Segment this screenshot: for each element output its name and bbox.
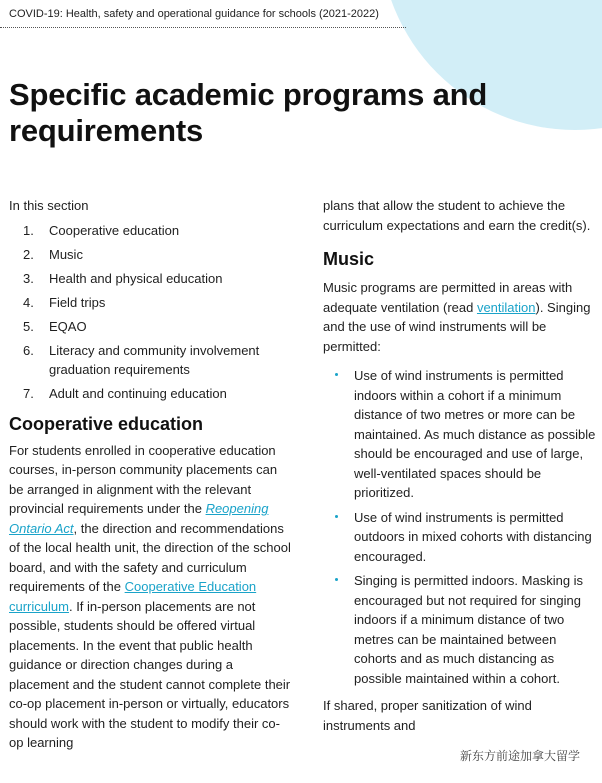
right-column: [323, 196, 601, 735]
toc-label: Music: [49, 246, 83, 262]
toc-number: 2.: [23, 246, 34, 262]
music-intro-paragraph: [323, 278, 601, 356]
bullet-text: Use of wind instruments is permitted outdoors in mixed cohorts with distancing encouraged.: [354, 509, 592, 564]
toc-item-literacy-community-involvement[interactable]: [9, 341, 294, 380]
watermark-text: 新东方前途加拿大留学: [456, 746, 584, 765]
toc-item-adult-continuing-education[interactable]: [9, 384, 294, 404]
toc-number: 6.: [23, 342, 34, 358]
reopening-ontario-act-link[interactable]: Reopening Ontario Act: [9, 501, 269, 536]
header-divider: [0, 27, 406, 28]
toc-number: 5.: [23, 318, 34, 334]
bullet-text: Singing is permitted indoors. Masking is encouraged but not required for singing indoors if a minimum distance of two metres can be maintained between cohorts and as much distancing as possible maintained within a cohort.: [354, 573, 584, 686]
toc-number: 4.: [23, 294, 34, 310]
page-title: Specific academic programs and requirements: [9, 77, 488, 148]
bullet-dot-icon: [335, 373, 338, 376]
toc-item-music[interactable]: [9, 245, 294, 265]
toc-label: Cooperative education: [49, 222, 180, 238]
coop-text-part: . If in-person placements are not possible, students should be offered virtual placements. In the event that public health guidance or direction changes during a placement and the student cannot complete their co-op placement in-person or virtually, educators should work with the student to modify their co-op learning: [9, 598, 291, 750]
coop-text-part: , the direction and recommendations of the local health unit, the direction of the school board, and with the safety and curriculum requirements of the: [9, 520, 291, 594]
ventilation-link[interactable]: ventilation: [476, 299, 536, 315]
toc-label: Literacy and community involvement graduation requirements: [49, 342, 260, 377]
toc-item-health-physical-education[interactable]: [9, 269, 294, 289]
toc-item-cooperative-education[interactable]: [9, 221, 294, 241]
music-text-part: ). Singing and the use of wind instruments will be permitted:: [323, 299, 591, 354]
music-bullet-item: [323, 571, 601, 688]
toc-number: 7.: [23, 386, 34, 401]
music-sanitization-paragraph: If shared, proper sanitization of wind instruments and: [323, 698, 532, 733]
music-bullet-item: [323, 508, 601, 567]
music-text-part: Music programs are permitted in areas with adequate ventilation (read: [323, 280, 573, 315]
section-toc: [9, 221, 294, 404]
bullet-dot-icon: [335, 515, 338, 518]
toc-label: Adult and continuing education: [49, 386, 227, 401]
coop-text-part: For students enrolled in cooperative education courses, in-person community placements can be arranged in alignment with the relevant provincial requirements under the: [9, 442, 278, 516]
music-bullet-list: [323, 366, 601, 688]
toc-item-field-trips[interactable]: [9, 293, 294, 313]
music-heading: Music: [323, 249, 375, 269]
document-header: COVID-19: Health, safety and operational guidance for schools (2021-2022): [9, 8, 379, 20]
in-this-section-label: In this section: [9, 198, 89, 213]
toc-label: Field trips: [49, 294, 106, 310]
cooperative-education-continued: plans that allow the student to achieve the curriculum expectations and earn the credit(s).: [323, 198, 591, 233]
bullet-dot-icon: [335, 578, 338, 581]
toc-label: Health and physical education: [49, 270, 223, 286]
toc-number: 1.: [23, 222, 34, 238]
bullet-text: Use of wind instruments is permitted indoors within a cohort if a minimum distance of two metres or more can be maintained. As much distance as possible should be encouraged and use of large, well-ventilated spaces should be prioritized.: [354, 368, 596, 500]
toc-item-eqao[interactable]: [9, 317, 294, 337]
toc-label: EQAO: [49, 318, 87, 334]
music-bullet-item: [323, 366, 601, 503]
toc-number: 3.: [23, 270, 34, 286]
cooperative-education-paragraph: [9, 441, 294, 753]
left-column: [9, 196, 294, 753]
cooperative-education-curriculum-link[interactable]: Cooperative Education curriculum: [9, 579, 257, 614]
cooperative-education-heading: Cooperative education: [9, 413, 204, 434]
